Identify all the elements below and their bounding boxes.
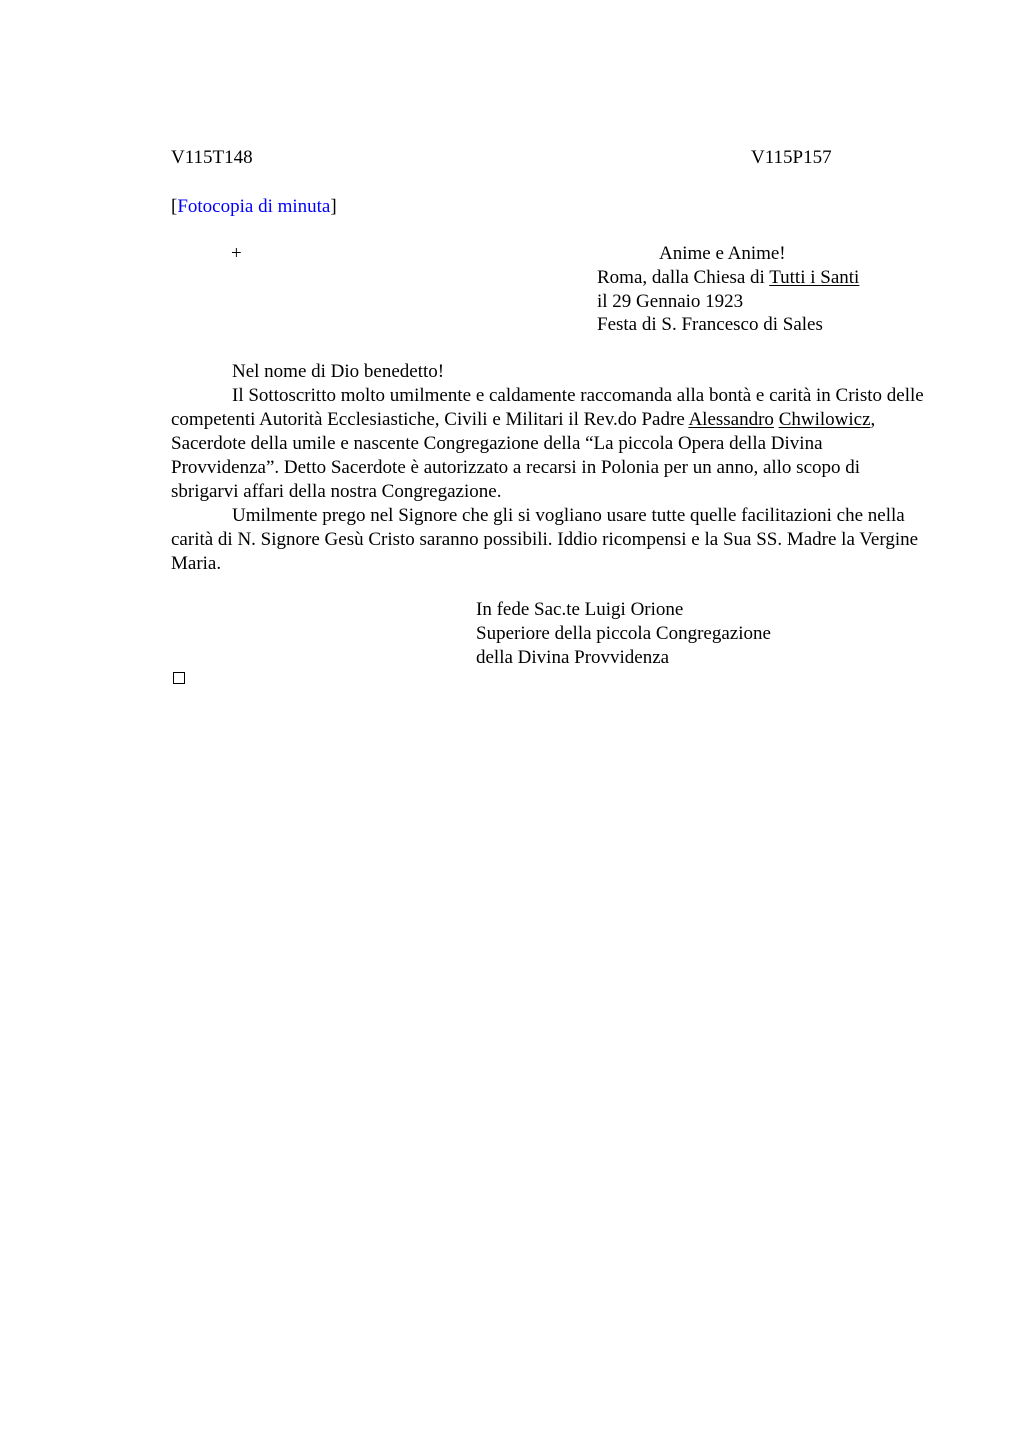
header-right-code: V115P157 xyxy=(751,147,832,168)
dateline-feast: Festa di S. Francesco di Sales xyxy=(597,314,823,335)
letter-body xyxy=(171,360,931,576)
greeting: Nel nome di Dio benedetto! xyxy=(232,361,445,382)
signature-line-2: Superiore della piccola Congregazione xyxy=(476,623,771,644)
dateline-place xyxy=(597,266,859,290)
paragraph-1 xyxy=(171,384,931,504)
paragraph-1-end: , Sacerdote della umile e nascente Congregazione della “La piccola Opera della Divina Provvidenza”. Detto Sacerdote è autorizzato a recarsi in Polonia per un anno, allo scopo di sbrigarvi affari della nostra Congregazione. xyxy=(171,409,876,502)
paragraph-2: Umilmente prego nel Signore che gli si vogliano usare tutte quelle facilitazioni che nella carità di N. Signore Gesù Cristo saranno possibili. Iddio ricompensi e la Sua SS. Madre la Vergine Maria. xyxy=(171,505,919,574)
name-first: Alessandro xyxy=(688,409,774,430)
motto: Anime e Anime! xyxy=(659,243,786,264)
signature-line-3: della Divina Provvidenza xyxy=(476,647,670,668)
name-last: Chwilowicz xyxy=(778,409,871,430)
place-church: Tutti i Santi xyxy=(769,267,860,288)
paragraph-1-start: Il Sottoscritto molto umilmente e caldamente raccomanda alla bontà e carità in Cristo delle competenti Autorità Ecclesiastiche, Civili e Militari il Rev.do Padre xyxy=(171,385,924,430)
place-prefix: Roma, dalla Chiesa di xyxy=(597,267,770,288)
source-note xyxy=(171,195,337,219)
note-text: Fotocopia di minuta xyxy=(177,196,331,217)
note-close-bracket: ] xyxy=(330,196,337,217)
cross-mark: + xyxy=(231,243,242,264)
empty-box-icon xyxy=(173,672,185,684)
note-open-bracket: [ xyxy=(171,196,178,217)
dateline-date: il 29 Gennaio 1923 xyxy=(597,291,744,312)
signature-line-1: In fede Sac.te Luigi Orione xyxy=(476,599,684,620)
header-left-code: V115T148 xyxy=(171,147,253,168)
